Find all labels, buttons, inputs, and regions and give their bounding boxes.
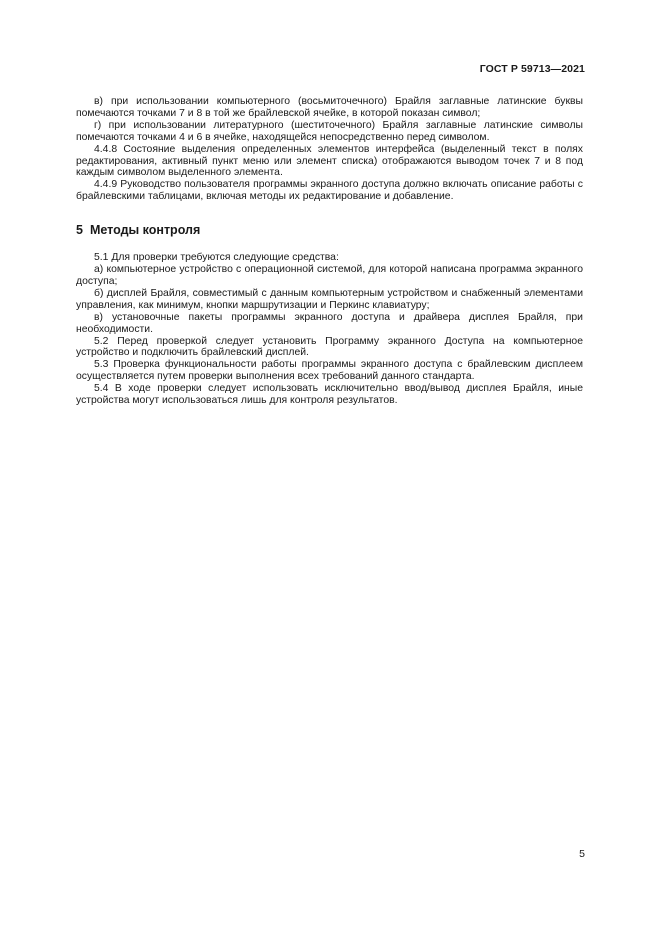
page-number: 5 bbox=[579, 848, 585, 860]
list-item-a: а) компьютерное устройство с операционной системой, для которой написана программа экранного доступа; bbox=[76, 264, 583, 287]
section-number: 5 bbox=[76, 223, 83, 238]
section-heading bbox=[76, 223, 583, 237]
clause-5-3: 5.3 Проверка функциональности работы программы экранного доступа с брайлевским дисплеем осуществляется путем проверки выполнения всех требований данного стандарта. bbox=[76, 359, 583, 383]
list-item-b: б) дисплей Брайля, совместимый с данным компьютерным устройством и снабженный элементами управления, как минимум, кнопки маршрутизации и Перкинс клавиатуру; bbox=[76, 287, 583, 311]
clause-5-1: 5.1 Для проверки требуются следующие средства: bbox=[94, 252, 339, 264]
document-code: ГОСТ Р 59713—2021 bbox=[479, 63, 585, 75]
list-item-v: в) при использовании компьютерного (восьмиточечного) Брайля заглавные латинские буквы помечаются точками 7 и 8 в той же брайлевской ячейке, в которой показан символ; bbox=[76, 96, 583, 119]
clause-5-2: 5.2 Перед проверкой следует установить Программу экранного Доступа на компьютерное устройство и подключить брайлевский дисплей. bbox=[76, 335, 583, 359]
clause-4-4-8: 4.4.8 Состояние выделения определенных элементов интерфейса (выделенный текст в полях редактирования, активный пункт меню или элемент списка) отображаются выводом точек 7 и 8 под каждым символом выделенного элемента. bbox=[76, 143, 583, 179]
section-title: Методы контроля bbox=[89, 223, 201, 238]
list-item-g: г) при использовании литературного (шеститочечного) Брайля заглавные латинские символы помечаются точками 4 и 6 в ячейке, находящейся непосредственно перед символом. bbox=[76, 119, 583, 143]
clause-4-4-9: 4.4.9 Руководство пользователя программы экранного доступа должно включать описание работы с брайлевскими таблицами, включая методы их редактирование и добавление. bbox=[76, 179, 583, 203]
clause-5-4: 5.4 В ходе проверки следует использовать исключительно ввод/вывод дисплея Брайля, иные устройства могут использоваться лишь для контроля результатов. bbox=[76, 383, 583, 407]
list-item-v-2: в) установочные пакеты программы экранного доступа и драйвера дисплея Брайля, при необходимости. bbox=[76, 311, 583, 335]
page-content bbox=[76, 96, 583, 407]
